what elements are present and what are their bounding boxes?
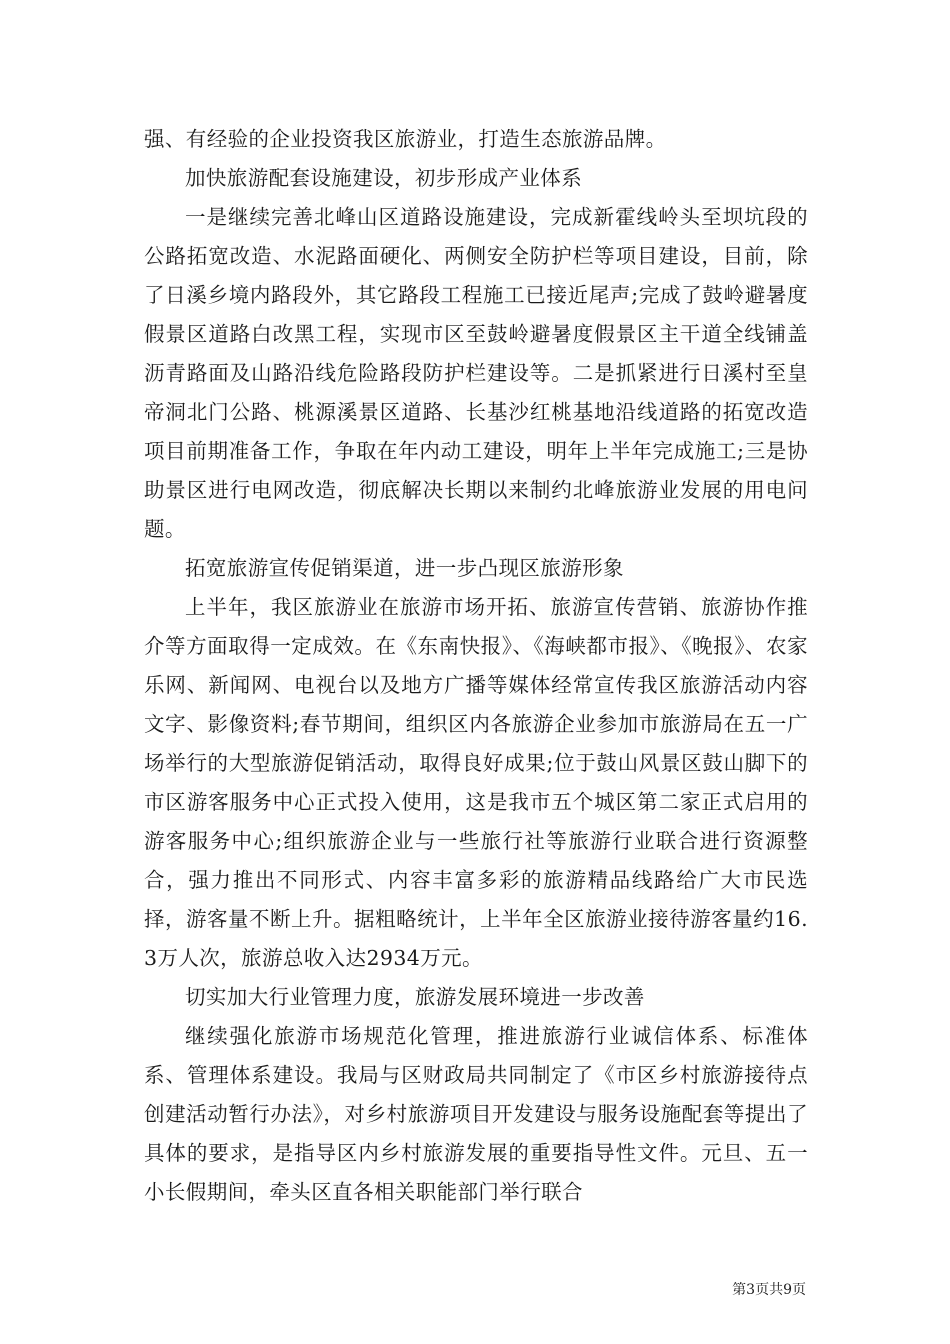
document-body [144, 120, 808, 1212]
paragraph-promotion: 上半年，我区旅游业在旅游市场开拓、旅游宣传营销、旅游协作推介等方面取得一定成效。在《东南快报》、《海峡都市报》、《晚报》、农家乐网、新闻网、电视台以及地方广播等媒体经常宣传我区旅游活动内容文字、影像资料;春节期间，组织区内各旅游企业参加市旅游局在五一广场举行的大型旅游促销活动，取得良好成果;位于鼓山风景区鼓山脚下的市区游客服务中心正式投入使用，这是我市五个城区第二家正式启用的游客服务中心;组织旅游企业与一些旅行社等旅游行业联合进行资源整合，强力推出不同形式、内容丰富多彩的旅游精品线路给广大市民选择，游客量不断上升。据粗略统计，上半年全区旅游业接待游客量约16.3万人次，旅游总收入达2934万元。 [144, 595, 808, 970]
paragraph-facilities: 一是继续完善北峰山区道路设施建设，完成新霍线岭头至坝坑段的公路拓宽改造、水泥路面硬化、两侧安全防护栏等项目建设，目前，除了日溪乡境内路段外，其它路段工程施工已接近尾声;完成了鼓岭避暑度假景区道路白改黑工程，实现市区至鼓岭避暑度假景区主干道全线铺盖沥青路面及山路沿线危险路段防护栏建设等。二是抓紧进行日溪村至皇帝洞北门公路、桃源溪景区道路、长基沙红桃基地沿线道路的拓宽改造项目前期准备工作，争取在年内动工建设，明年上半年完成施工;三是协助景区进行电网改造，彻底解决长期以来制约北峰旅游业发展的用电问题。 [144, 205, 808, 541]
paragraph-continuation: 强、有经验的企业投资我区旅游业，打造生态旅游品牌。 [144, 127, 667, 151]
section-heading-promotion: 拓宽旅游宣传促销渠道，进一步凸现区旅游形象 [185, 556, 624, 580]
section-heading-management: 切实加大行业管理力度，旅游发展环境进一步改善 [185, 985, 645, 1009]
page-number-footer: 第3页共9页 [732, 1282, 806, 1298]
section-heading-facilities: 加快旅游配套设施建设，初步形成产业体系 [185, 166, 583, 190]
paragraph-management: 继续强化旅游市场规范化管理，推进旅游行业诚信体系、标准体系、管理体系建设。我局与区财政局共同制定了《市区乡村旅游接待点创建活动暂行办法》，对乡村旅游项目开发建设与服务设施配套等提出了具体的要求，是指导区内乡村旅游发展的重要指导性文件。元旦、五一小长假期间，牵头区直各相关职能部门举行联合 [144, 1024, 808, 1204]
